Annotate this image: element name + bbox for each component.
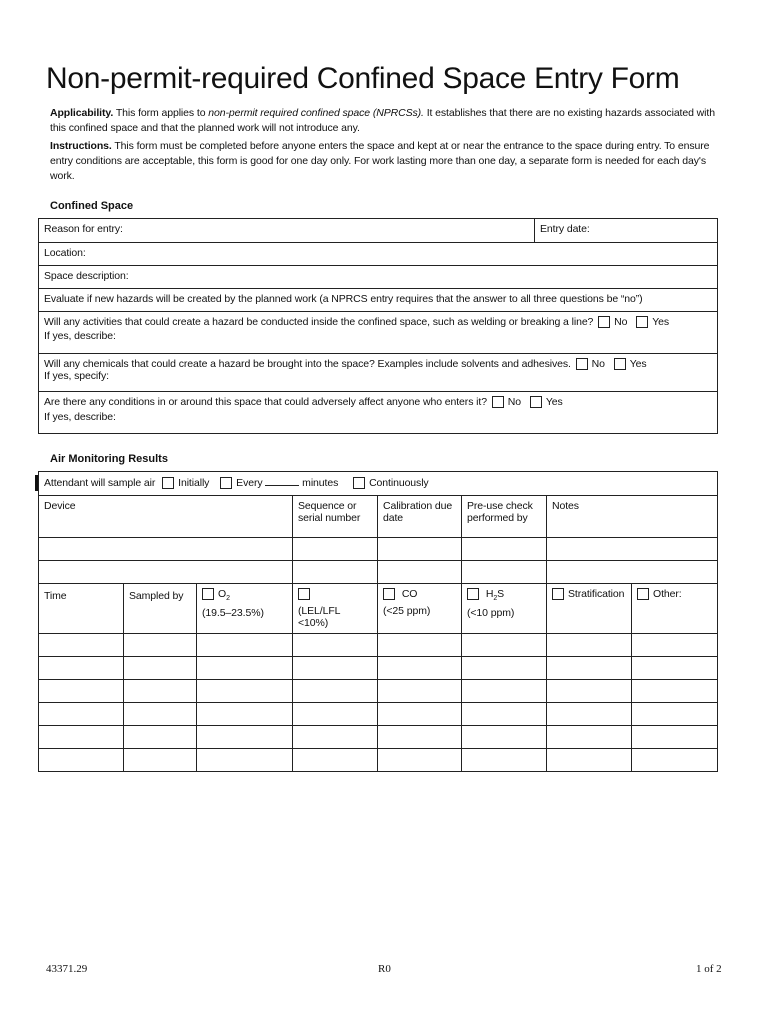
h2s-label-a: H	[485, 588, 494, 600]
notes-cell[interactable]	[547, 538, 718, 561]
reading-cell[interactable]	[378, 634, 462, 657]
reading-cell[interactable]	[547, 703, 632, 726]
reading-header-row	[39, 584, 718, 634]
question-2-yes-label: Yes	[629, 358, 647, 370]
every-checkbox[interactable]	[220, 477, 232, 489]
reading-row	[39, 680, 718, 703]
notes-cell[interactable]	[547, 561, 718, 584]
co-range: (<25 ppm)	[383, 605, 431, 617]
reading-cell[interactable]	[547, 657, 632, 680]
reading-cell[interactable]	[378, 749, 462, 772]
confined-space-table	[38, 218, 718, 434]
stratification-header	[547, 584, 632, 634]
stratification-checkbox[interactable]	[552, 588, 564, 600]
entry-date-label: Entry date:	[540, 223, 590, 235]
question-2-text: Will any chemicals that could create a hazard be brought into the space? Examples include solvents and adhesives.	[44, 358, 571, 370]
reading-cell[interactable]	[293, 634, 378, 657]
question-1-row	[39, 312, 718, 354]
reading-cell[interactable]	[124, 703, 197, 726]
other-label: Other:	[653, 588, 682, 600]
reading-cell[interactable]	[197, 726, 293, 749]
device-cell[interactable]	[39, 561, 293, 584]
question-2-followup[interactable]: If yes, specify:	[44, 370, 109, 382]
h2s-header	[462, 584, 547, 634]
question-1-yes-label: Yes	[652, 316, 670, 328]
instructions-label: Instructions.	[50, 140, 112, 152]
reading-cell[interactable]	[632, 703, 718, 726]
reading-cell[interactable]	[293, 726, 378, 749]
reading-cell[interactable]	[124, 749, 197, 772]
reading-cell[interactable]	[547, 749, 632, 772]
o2-header	[197, 584, 293, 634]
question-2-cell	[39, 354, 718, 392]
question-2-row	[39, 354, 718, 392]
calibration-cell[interactable]	[378, 538, 462, 561]
reading-cell[interactable]	[293, 657, 378, 680]
reading-cell[interactable]	[378, 726, 462, 749]
device-cell[interactable]	[39, 538, 293, 561]
evaluate-text: Evaluate if new hazards will be created by the planned work (a NPRCS entry requires that the answer to all three questions be “no”)	[39, 289, 718, 312]
reading-cell[interactable]	[124, 726, 197, 749]
o2-checkbox[interactable]	[202, 588, 214, 600]
reading-cell[interactable]	[632, 657, 718, 680]
air-monitoring-table	[38, 471, 718, 772]
space-description-row	[39, 266, 718, 289]
calibration-due-header: Calibration due date	[378, 496, 462, 538]
location-row	[39, 243, 718, 266]
device-header: Device	[39, 496, 293, 538]
confined-space-heading: Confined Space	[50, 200, 134, 212]
instructions-text: This form must be completed before anyone enters the space and kept at or near the entrance to the space during entry. To ensure entry conditions are acceptable, this form is good for one day only. For work lasting more than one day, a separate form is needed for each day's work.	[50, 140, 710, 182]
reading-cell[interactable]	[632, 634, 718, 657]
reading-cell[interactable]	[462, 657, 547, 680]
pre-use-cell[interactable]	[462, 561, 547, 584]
reason-for-entry-label: Reason for entry:	[44, 223, 123, 235]
question-3-no-label: No	[507, 396, 522, 408]
reading-cell[interactable]	[124, 657, 197, 680]
notes-header: Notes	[547, 496, 718, 538]
reading-cell[interactable]	[632, 680, 718, 703]
reading-cell[interactable]	[39, 726, 124, 749]
question-3-text: Are there any conditions in or around this space that could adversely affect anyone who enters it?	[44, 396, 487, 408]
reason-for-entry-field[interactable]	[39, 219, 535, 243]
lel-range: (LEL/LFL <10%)	[298, 605, 340, 629]
reading-cell[interactable]	[462, 749, 547, 772]
device-row	[39, 561, 718, 584]
serial-cell[interactable]	[293, 538, 378, 561]
minutes-label: minutes	[302, 477, 339, 489]
applicability-text-after: It establishes that there are no existing hazards associated with this confined space and that the planned work will not introduce any.	[50, 107, 715, 134]
applicability-paragraph	[50, 106, 720, 136]
reading-cell[interactable]	[378, 703, 462, 726]
h2s-checkbox[interactable]	[467, 588, 479, 600]
question-3-no-checkbox[interactable]	[492, 396, 504, 408]
space-description-label: Space description:	[44, 270, 129, 282]
reading-cell[interactable]	[293, 680, 378, 703]
question-1-yes-checkbox[interactable]	[636, 316, 648, 328]
reading-cell[interactable]	[124, 680, 197, 703]
reading-cell[interactable]	[462, 680, 547, 703]
time-header: Time	[39, 584, 124, 634]
attendant-label: Attendant will sample air	[44, 477, 156, 489]
reading-cell[interactable]	[378, 680, 462, 703]
reading-cell[interactable]	[124, 634, 197, 657]
h2s-range: (<10 ppm)	[467, 607, 515, 620]
question-3-yes-checkbox[interactable]	[530, 396, 542, 408]
question-2-yes-checkbox[interactable]	[614, 358, 626, 370]
device-header-row	[39, 496, 718, 538]
reading-cell[interactable]	[293, 749, 378, 772]
reading-cell[interactable]	[462, 703, 547, 726]
reading-cell[interactable]	[39, 703, 124, 726]
reading-row	[39, 726, 718, 749]
reading-cell[interactable]	[197, 634, 293, 657]
reading-cell[interactable]	[632, 749, 718, 772]
reading-cell[interactable]	[39, 634, 124, 657]
reading-row	[39, 749, 718, 772]
applicability-text-italic: non-permit required confined space (NPRCSs).	[208, 107, 424, 119]
reading-row	[39, 657, 718, 680]
reading-cell[interactable]	[293, 703, 378, 726]
question-3-yes-label: Yes	[545, 396, 563, 408]
serial-cell[interactable]	[293, 561, 378, 584]
sampled-by-header: Sampled by	[124, 584, 197, 634]
form-number: 43371.29	[46, 963, 88, 975]
reading-cell[interactable]	[462, 726, 547, 749]
location-field[interactable]	[39, 243, 718, 266]
reading-cell[interactable]	[547, 726, 632, 749]
reading-cell[interactable]	[39, 680, 124, 703]
initially-label: Initially	[178, 477, 210, 489]
lel-checkbox[interactable]	[298, 588, 310, 600]
question-1-no-label: No	[614, 316, 628, 328]
reading-cell[interactable]	[197, 703, 293, 726]
reading-cell[interactable]	[197, 657, 293, 680]
question-2-no-label: No	[591, 358, 605, 370]
instructions-paragraph	[50, 139, 720, 184]
serial-number-header: Sequence or serial number	[293, 496, 378, 538]
stratification-label: Stratification	[568, 588, 625, 600]
question-1-followup[interactable]: If yes, describe:	[44, 330, 116, 342]
question-1-cell	[39, 312, 718, 354]
co-header	[378, 584, 462, 634]
reading-row	[39, 634, 718, 657]
initially-checkbox[interactable]	[162, 477, 174, 489]
reading-cell[interactable]	[378, 657, 462, 680]
page-number: 1 of 2	[696, 963, 722, 975]
revision: R0	[378, 963, 391, 975]
reading-cell[interactable]	[39, 749, 124, 772]
question-3-row	[39, 392, 718, 434]
other-header	[632, 584, 718, 634]
continuously-checkbox[interactable]	[353, 477, 365, 489]
calibration-cell[interactable]	[378, 561, 462, 584]
other-checkbox[interactable]	[637, 588, 649, 600]
every-minutes-blank[interactable]	[265, 476, 299, 486]
reading-row	[39, 703, 718, 726]
page-title: Non-permit-required Confined Space Entry Form	[46, 62, 680, 95]
co-checkbox[interactable]	[383, 588, 395, 600]
o2-subscript: 2	[226, 595, 230, 603]
every-label: Every	[236, 477, 263, 489]
pre-use-check-header: Pre-use check performed by	[462, 496, 547, 538]
question-2-no-checkbox[interactable]	[576, 358, 588, 370]
reading-cell[interactable]	[547, 634, 632, 657]
attendant-row	[39, 472, 718, 496]
question-1-text: Will any activities that could create a hazard be conducted inside the confined space, such as welding or breaking a line?	[44, 316, 594, 328]
question-3-cell	[39, 392, 718, 434]
question-1-no-checkbox[interactable]	[598, 316, 610, 328]
reading-cell[interactable]	[39, 657, 124, 680]
question-3-followup[interactable]: If yes, describe:	[44, 411, 116, 423]
entry-date-field[interactable]	[535, 219, 718, 243]
applicability-text-before: This form applies to	[115, 107, 209, 119]
pre-use-cell[interactable]	[462, 538, 547, 561]
h2s-label-b: S	[497, 588, 505, 600]
reason-row	[39, 219, 718, 243]
attendant-cell	[39, 472, 718, 496]
co-label: CO	[401, 588, 418, 600]
reading-cell[interactable]	[632, 726, 718, 749]
space-description-field[interactable]	[39, 266, 718, 289]
h2s-subscript: 2	[493, 595, 498, 603]
evaluate-row	[39, 289, 718, 312]
applicability-label: Applicability.	[50, 107, 114, 119]
reading-cell[interactable]	[547, 680, 632, 703]
o2-label: O	[218, 588, 227, 600]
reading-cell[interactable]	[197, 749, 293, 772]
reading-cell[interactable]	[197, 680, 293, 703]
device-row	[39, 538, 718, 561]
lel-header	[293, 584, 378, 634]
continuously-label: Continuously	[369, 477, 429, 489]
location-label: Location:	[44, 247, 86, 259]
air-monitoring-heading: Air Monitoring Results	[50, 453, 168, 465]
o2-range: (19.5–23.5%)	[202, 607, 264, 620]
reading-cell[interactable]	[462, 634, 547, 657]
